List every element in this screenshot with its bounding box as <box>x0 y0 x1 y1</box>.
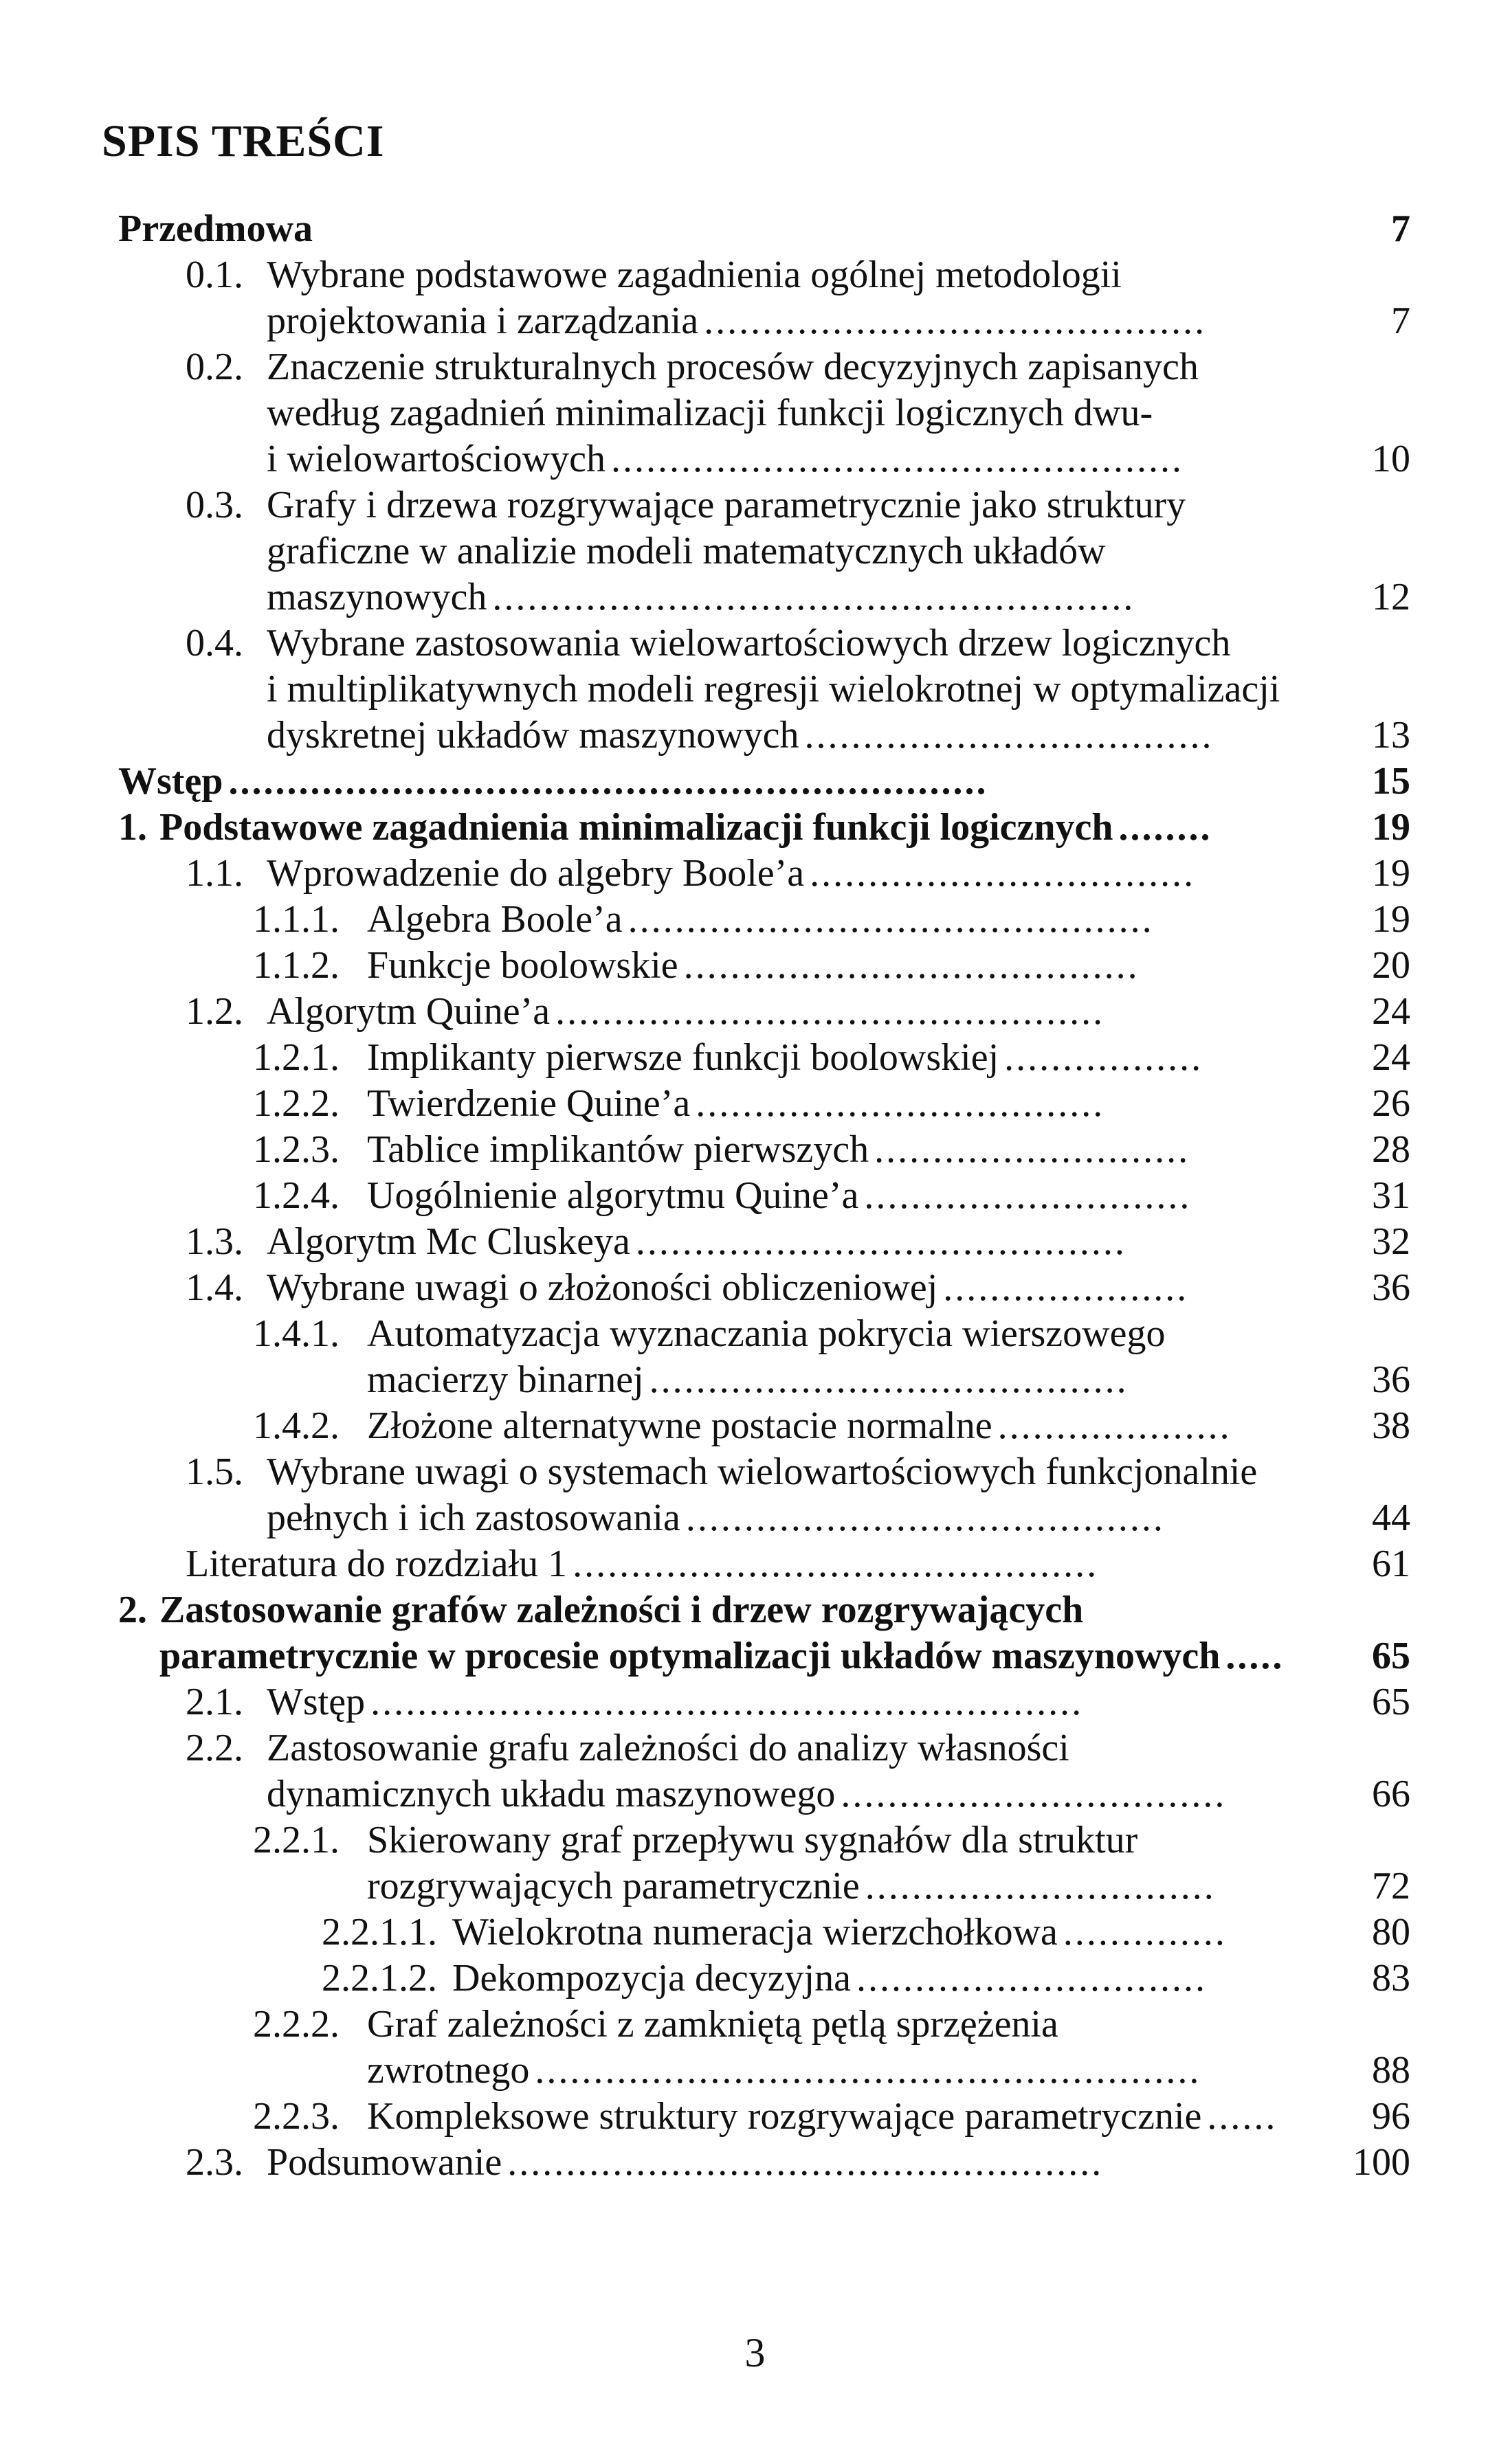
toc-entry-number: 1.5. <box>186 1451 243 1493</box>
toc-leader-dots: ................................................................. <box>228 760 988 803</box>
toc-entry-title: Twierdzenie Quine’a <box>367 1082 691 1125</box>
toc-entry-title: Przedmowa <box>118 208 313 250</box>
toc-page-number: 38 <box>1372 1404 1410 1447</box>
toc-page-number: 24 <box>1372 1036 1410 1079</box>
toc-entry[interactable] <box>118 943 1410 989</box>
toc-entry[interactable] <box>118 851 1410 897</box>
toc-entry-number: 0.1. <box>186 254 243 296</box>
toc-leader-dots: ........................................... <box>704 300 1207 342</box>
toc-leader-dots: ................................. <box>810 852 1196 895</box>
toc-leader-dots: ................................................. <box>610 438 1184 480</box>
page-number: 3 <box>744 2330 766 2375</box>
toc-leader-dots: ................................. <box>841 1773 1227 1815</box>
toc-entry-number: 1.2.2. <box>253 1082 340 1125</box>
toc-leader-dots: .............. <box>1063 1911 1227 1953</box>
toc-page-number: 24 <box>1372 990 1410 1033</box>
toc-entry[interactable] <box>118 1173 1410 1219</box>
toc-entry-number: 2.2.1.2. <box>322 1957 437 2000</box>
toc-entry[interactable] <box>118 620 1410 759</box>
toc-leader-dots: ............................................. <box>573 1543 1099 1585</box>
toc-entry-title: Algebra Boole’a <box>367 898 623 941</box>
toc-entry-title: i multiplikatywnych modeli regresji wielokrotnej w optymalizacji <box>267 668 1280 710</box>
toc-leader-dots: ...... <box>1207 2095 1278 2138</box>
toc-entry[interactable] <box>118 482 1410 620</box>
toc-entry-number: 1. <box>118 806 147 849</box>
toc-entry[interactable] <box>118 2002 1410 2094</box>
toc-leader-dots: ....................................... <box>683 944 1140 987</box>
toc-page-number: 44 <box>1372 1497 1410 1539</box>
toc-entry-title: Grafy i drzewa rozgrywające parametrycznie jako struktury <box>267 484 1186 526</box>
toc-leader-dots: ........................... <box>874 1128 1190 1171</box>
toc-page-number: 19 <box>1372 852 1410 895</box>
toc-entry-title: parametrycznie w procesie optymalizacji układów maszynowych <box>159 1635 1221 1677</box>
toc-entry-number: 0.4. <box>186 622 243 664</box>
toc-entry-title: Graf zależności z zamkniętą pętlą sprzężenia <box>367 2003 1058 2046</box>
toc-page-number: 96 <box>1372 2095 1410 2138</box>
toc-entry[interactable] <box>118 1909 1410 1956</box>
toc-leader-dots: ..................... <box>943 1266 1189 1309</box>
toc-entry[interactable] <box>118 2140 1410 2186</box>
toc-entry-title: Wybrane zastosowania wielowartościowych drzew logicznych <box>267 622 1231 664</box>
toc-page-number: 83 <box>1372 1957 1410 2000</box>
toc-entry[interactable] <box>118 1725 1410 1817</box>
page-title: SPIS TREŚCI <box>102 116 385 166</box>
toc-entry-number: 1.1. <box>186 852 243 895</box>
toc-entry-number: 0.3. <box>186 484 243 526</box>
toc-entry-number: 1.1.1. <box>253 898 340 941</box>
toc-page-number: 12 <box>1372 576 1410 618</box>
toc-leader-dots: ............................................................. <box>370 1681 1084 1723</box>
toc-entry[interactable] <box>118 1311 1410 1403</box>
toc-entry-title: Kompleksowe struktury rozgrywające parametrycznie <box>367 2095 1202 2138</box>
toc-entry-number: 2.1. <box>186 1681 243 1723</box>
toc-page-number: 19 <box>1372 806 1410 849</box>
toc-entry-title: Wstęp <box>267 1681 366 1723</box>
toc-entry-title: projektowania i zarządzania <box>267 300 699 342</box>
toc-entry-number: 1.2.1. <box>253 1036 340 1079</box>
table-of-contents <box>118 206 1410 2186</box>
toc-entry-title: Złożone alternatywne postacie normalne <box>367 1404 992 1447</box>
toc-leader-dots: ............................................... <box>555 990 1105 1033</box>
toc-entry[interactable] <box>118 759 1410 805</box>
toc-page-number: 26 <box>1372 1082 1410 1125</box>
toc-leader-dots: ................. <box>1004 1036 1203 1079</box>
toc-entry-title: Dekompozycja decyzyjna <box>452 1957 851 2000</box>
toc-entry-number: 1.2.3. <box>253 1128 340 1171</box>
toc-entry[interactable] <box>118 1035 1410 1081</box>
toc-leader-dots: .......................................... <box>635 1220 1126 1263</box>
toc-entry-number: 1.4. <box>186 1266 243 1309</box>
toc-leader-dots: ................................... <box>696 1082 1105 1125</box>
toc-leader-dots: .................... <box>997 1404 1232 1447</box>
toc-entry-title: dyskretnej układów maszynowych <box>267 714 799 757</box>
toc-entry-number: 1.4.2. <box>253 1404 340 1447</box>
toc-leader-dots: ................................... <box>804 714 1214 757</box>
toc-entry-number: 1.1.2. <box>253 944 340 987</box>
toc-entry[interactable] <box>118 2094 1410 2140</box>
toc-entry-title: Zastosowanie grafu zależności do analizy własności <box>267 1727 1069 1769</box>
toc-entry-number: 2.2.3. <box>253 2095 340 2138</box>
toc-entry-title: graficzne w analizie modeli matematycznych układów <box>267 530 1106 572</box>
toc-entry[interactable] <box>118 1449 1410 1541</box>
toc-entry[interactable] <box>118 1127 1410 1173</box>
toc-entry-title: zwrotnego <box>367 2049 530 2092</box>
toc-entry-number: 2. <box>118 1589 147 1631</box>
toc-page-number: 20 <box>1372 944 1410 987</box>
toc-page-number: 36 <box>1372 1358 1410 1401</box>
toc-entry-title: Wybrane podstawowe zagadnienia ogólnej metodologii <box>267 254 1122 296</box>
toc-entry-title: Podsumowanie <box>267 2141 502 2184</box>
toc-page-number: 7 <box>1391 300 1410 342</box>
toc-leader-dots: ........ <box>1118 806 1212 849</box>
toc-entry-title: Uogólnienie algorytmu Quine’a <box>367 1174 859 1217</box>
toc-entry-title: Implikanty pierwsze funkcji boolowskiej <box>367 1036 999 1079</box>
toc-page-number: 36 <box>1372 1266 1410 1309</box>
toc-entry-title: Literatura do rozdziału 1 <box>186 1543 568 1585</box>
toc-entry-title: dynamicznych układu maszynowego <box>267 1773 836 1815</box>
toc-entry[interactable] <box>118 252 1410 344</box>
toc-page-number: 28 <box>1372 1128 1410 1171</box>
toc-entry[interactable] <box>118 1587 1410 1679</box>
toc-entry-title: Podstawowe zagadnienia minimalizacji funkcji logicznych <box>159 806 1113 849</box>
toc-entry[interactable] <box>118 1265 1410 1311</box>
toc-entry-title: Wielokrotna numeracja wierzchołkowa <box>452 1911 1058 1953</box>
toc-entry[interactable] <box>118 1081 1410 1127</box>
toc-page-number: 15 <box>1372 760 1410 803</box>
toc-entry[interactable] <box>118 1219 1410 1265</box>
toc-entry-title: Zastosowanie grafów zależności i drzew rozgrywających <box>159 1589 1084 1631</box>
toc-entry-number: 1.2. <box>186 990 243 1033</box>
toc-page-number: 80 <box>1372 1911 1410 1953</box>
toc-entry[interactable] <box>118 206 1410 252</box>
toc-entry[interactable] <box>118 1541 1410 1587</box>
toc-page-number: 65 <box>1372 1635 1410 1677</box>
toc-page-number: 7 <box>1391 208 1410 250</box>
toc-page-number: 88 <box>1372 2049 1410 2092</box>
toc-entry-number: 1.3. <box>186 1220 243 1263</box>
toc-leader-dots: ..... <box>1225 1635 1285 1677</box>
toc-entry[interactable] <box>118 1817 1410 1909</box>
toc-entry-number: 2.2.1. <box>253 1819 340 1861</box>
toc-entry-title: Algorytm Mc Cluskeya <box>267 1220 630 1263</box>
toc-page-number: 32 <box>1372 1220 1410 1263</box>
toc-leader-dots: ................................................... <box>507 2141 1104 2184</box>
toc-entry-number: 1.2.4. <box>253 1174 340 1217</box>
toc-entry[interactable] <box>118 805 1410 851</box>
toc-leader-dots: ....................................................... <box>492 576 1135 618</box>
toc-entry-title: Tablice implikantów pierwszych <box>367 1128 869 1171</box>
toc-entry[interactable] <box>118 897 1410 943</box>
toc-entry-title: Wybrane uwagi o złożoności obliczeniowej <box>267 1266 938 1309</box>
toc-page-number: 65 <box>1372 1681 1410 1723</box>
toc-entry-number: 1.4.1. <box>253 1312 340 1355</box>
toc-page-number: 66 <box>1372 1773 1410 1815</box>
toc-page-number: 13 <box>1372 714 1410 757</box>
toc-leader-dots: ............................................. <box>628 898 1154 941</box>
toc-leader-dots: ......................................... <box>685 1497 1165 1539</box>
toc-entry[interactable] <box>118 1403 1410 1449</box>
toc-entry-title: Funkcje boolowskie <box>367 944 678 987</box>
toc-entry-title: maszynowych <box>267 576 487 618</box>
toc-entry-title: macierzy binarnej <box>367 1358 644 1401</box>
toc-entry-number: 2.2.2. <box>253 2003 340 2046</box>
toc-page-number: 19 <box>1372 898 1410 941</box>
toc-entry[interactable] <box>118 1956 1410 2002</box>
toc-entry-title: Wstęp <box>118 760 223 803</box>
toc-leader-dots: ......................................................... <box>535 2049 1201 2092</box>
toc-entry[interactable] <box>118 989 1410 1035</box>
toc-entry-title: Wybrane uwagi o systemach wielowartościowych funkcjonalnie <box>267 1451 1258 1493</box>
toc-entry-title: pełnych i ich zastosowania <box>267 1497 680 1539</box>
toc-page-number: 10 <box>1372 438 1410 480</box>
toc-entry-title: według zagadnień minimalizacji funkcji logicznych dwu- <box>267 392 1153 434</box>
toc-entry-title: Znaczenie strukturalnych procesów decyzyjnych zapisanych <box>267 346 1199 388</box>
toc-entry-title: Wprowadzenie do algebry Boole’a <box>267 852 805 895</box>
toc-entry-title: i wielowartościowych <box>267 438 606 480</box>
toc-leader-dots: ............................ <box>864 1174 1192 1217</box>
toc-leader-dots: ......................................... <box>649 1358 1129 1401</box>
toc-entry-title: rozgrywających parametrycznie <box>367 1865 860 1907</box>
toc-entry[interactable] <box>118 1679 1410 1725</box>
toc-leader-dots: .............................. <box>856 1957 1207 2000</box>
toc-entry[interactable] <box>118 344 1410 482</box>
toc-page-number: 31 <box>1372 1174 1410 1217</box>
toc-entry-number: 2.3. <box>186 2141 243 2184</box>
toc-page-number: 61 <box>1372 1543 1410 1585</box>
toc-entry-number: 2.2. <box>186 1727 243 1769</box>
toc-leader-dots: .............................. <box>865 1865 1216 1907</box>
toc-page-number: 72 <box>1372 1865 1410 1907</box>
toc-entry-number: 0.2. <box>186 346 243 388</box>
toc-entry-title: Algorytm Quine’a <box>267 990 551 1033</box>
toc-page-number: 100 <box>1353 2141 1410 2184</box>
toc-entry-title: Skierowany graf przepływu sygnałów dla struktur <box>367 1819 1138 1861</box>
toc-entry-title: Automatyzacja wyznaczania pokrycia wierszowego <box>367 1312 1166 1355</box>
toc-entry-number: 2.2.1.1. <box>322 1911 437 1953</box>
